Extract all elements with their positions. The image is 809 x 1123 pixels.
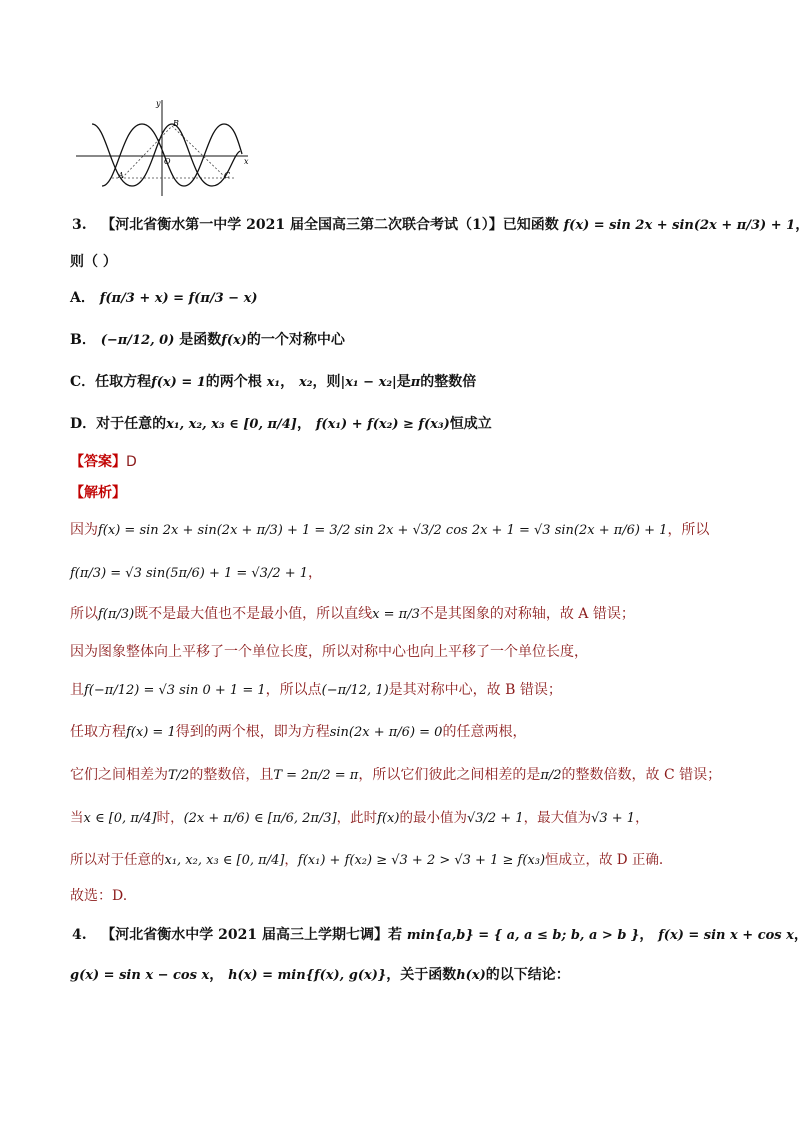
option-b-label: B． xyxy=(70,332,96,348)
option-c-text5: 是 xyxy=(396,374,411,390)
l6-post: 的任意两根， xyxy=(442,724,527,740)
q4-line2-math3: h(x) xyxy=(456,968,486,983)
analysis-line-3 xyxy=(70,604,635,625)
l5-pre: 且 xyxy=(70,682,84,698)
q4-line2-math2: h(x) = min{f(x), g(x)} xyxy=(228,968,387,983)
l1-pre: 因为 xyxy=(70,522,98,538)
answer-line xyxy=(70,452,137,472)
l9-pre: 所以对于任意的 xyxy=(70,852,165,868)
option-d-text3: 恒成立 xyxy=(449,416,492,432)
q4-header xyxy=(72,925,808,946)
l9-math2: f(x₁) + f(x₂) ≥ √3 + 2 > √3 + 1 ≥ f(x₃) xyxy=(297,853,546,868)
analysis-line-10: 故选：D. xyxy=(70,888,128,904)
option-d-text1: 对于任意的 xyxy=(96,416,167,432)
q4-line2-text: ，关于函数 xyxy=(386,967,457,983)
option-b-text2: 的一个对称中心 xyxy=(246,332,345,348)
l8-mid2: ，此时 xyxy=(336,810,378,826)
l7-mid2: ，所以它们彼此之间相差的是 xyxy=(358,767,541,783)
q4-math1: min{a,b} = { a, a ≤ b; b, a > b } xyxy=(406,928,640,943)
option-c-math3: x₂ xyxy=(299,375,313,390)
analysis-line-9 xyxy=(70,850,663,871)
l6-mid: 得到的两个根，即为方程 xyxy=(175,724,330,740)
l9-mid: ， xyxy=(284,852,298,868)
option-c-text6: 的整数倍 xyxy=(420,374,477,390)
l6-math2: sin(2x + π/6) = 0 xyxy=(329,725,443,740)
q3-source: 【河北省衡水第一中学 2021 届全国高三第二次联合考试（1）】已知函数 xyxy=(101,217,559,233)
option-c-text2: 的两个根 xyxy=(205,374,262,390)
option-c-text1: 任取方程 xyxy=(95,374,152,390)
q4-line2-post: 的以下结论： xyxy=(485,967,570,983)
analysis-tag: 【解析】 xyxy=(70,485,126,501)
answer-tag: 【答案】 xyxy=(70,454,126,470)
analysis-line-2 xyxy=(70,563,322,584)
l7-math2: T = 2π/2 = π xyxy=(273,768,359,783)
l8-mid1: 时， xyxy=(156,810,184,826)
l2-post: ， xyxy=(308,565,323,581)
l3-math1: f(π/3) xyxy=(98,607,135,622)
option-c xyxy=(70,372,476,393)
l8-math4: √3/2 + 1 xyxy=(466,811,524,826)
analysis-line-6 xyxy=(70,722,526,743)
option-d-label: D． xyxy=(70,416,97,432)
analysis-line-8 xyxy=(70,808,649,829)
l8-post: ， xyxy=(635,810,649,826)
l3-pre: 所以 xyxy=(70,606,98,622)
l5-math2: (−π/12, 1) xyxy=(321,683,389,698)
l9-post: 恒成立，故 D 正确. xyxy=(545,852,664,868)
option-c-label: C． xyxy=(70,374,96,390)
l2-math: f(π/3) = √3 sin(5π/6) + 1 = √3/2 + 1 xyxy=(70,566,309,581)
option-b-math: (−π/12, 0) xyxy=(100,333,175,348)
l7-post: 的整数倍数，故 C 错误； xyxy=(561,767,722,783)
sine-curve-1 xyxy=(92,124,240,186)
l1-math: f(x) = sin 2x + sin(2x + π/3) + 1 = 3/2 sin 2x + √3/2 cos 2x + 1 = √3 sin(2x + π/6) + 1 xyxy=(98,523,668,538)
option-b-text: 是函数 xyxy=(179,332,222,348)
sine-graph-figure xyxy=(72,96,252,200)
analysis-line-7 xyxy=(70,765,721,786)
option-c-math1: f(x) = 1 xyxy=(151,375,206,390)
l7-pre: 它们之间相差为 xyxy=(70,767,168,783)
label-c: C xyxy=(224,171,231,180)
l3-math2: x = π/3 xyxy=(372,607,420,622)
l5-math: f(−π/12) = √3 sin 0 + 1 = 1 xyxy=(84,683,266,698)
q3-header xyxy=(72,215,809,236)
label-a: A xyxy=(118,171,124,180)
l8-mid3: 的最小值为 xyxy=(399,810,467,826)
l7-mid1: 的整数倍，且 xyxy=(189,767,274,783)
q4-number: 4. xyxy=(72,927,87,943)
l7-math3: π/2 xyxy=(540,768,562,783)
l6-pre: 任取方程 xyxy=(70,724,126,740)
option-d xyxy=(70,414,492,435)
l7-math1: T/2 xyxy=(168,768,190,783)
option-c-math5: π xyxy=(410,375,421,390)
l8-pre: 当 xyxy=(70,810,84,826)
q4-source: 【河北省衡水中学 2021 届高三上学期七调】若 xyxy=(101,927,402,943)
l6-math: f(x) = 1 xyxy=(126,725,176,740)
analysis-tag-line xyxy=(70,483,126,503)
q4-line2-mid: ， xyxy=(209,967,224,983)
l8-math2: (2x + π/6) ∈ [π/6, 2π/3] xyxy=(183,811,337,826)
l8-math1: x ∈ [0, π/4] xyxy=(83,811,157,826)
q3-tail: ， xyxy=(795,217,809,233)
l3-post: 不是其图象的对称轴，故 A 错误； xyxy=(419,606,635,622)
option-c-math4: |x₁ − x₂| xyxy=(340,375,397,390)
q3-number: 3. xyxy=(72,217,87,233)
option-a-math: f(π/3 + x) = f(π/3 − x) xyxy=(99,291,258,306)
option-c-text4: ，则 xyxy=(312,374,341,390)
option-d-text2: ， xyxy=(296,416,311,432)
option-c-math2: x₁ xyxy=(266,375,281,390)
label-x: x xyxy=(244,157,249,166)
option-b xyxy=(70,330,345,351)
l3-mid: 既不是最大值也不是最小值，所以直线 xyxy=(134,606,373,622)
option-d-math2: f(x₁) + f(x₂) ≥ f(x₃) xyxy=(315,417,450,432)
label-b: B xyxy=(173,119,179,128)
answer-value: D xyxy=(126,454,137,470)
l5-mid: ，所以点 xyxy=(265,682,322,698)
option-b-math2: f(x) xyxy=(221,333,247,348)
q4-line2 xyxy=(70,965,570,986)
label-o: O xyxy=(164,157,171,166)
l8-math3: f(x) xyxy=(377,811,400,826)
option-c-text3: ， xyxy=(280,374,295,390)
q4-mid: ， xyxy=(639,927,654,943)
l9-math1: x₁, x₂, x₃ ∈ [0, π/4] xyxy=(164,853,285,868)
l8-math5: √3 + 1 xyxy=(591,811,636,826)
l1-post: ，所以 xyxy=(667,522,710,538)
option-a-label: A． xyxy=(70,290,95,306)
q4-line2-math1: g(x) = sin x − cos x xyxy=(70,968,210,983)
l5-post: 是其对称中心，故 B 错误； xyxy=(388,682,562,698)
option-d-math1: x₁, x₂, x₃ ∈ [0, π/4] xyxy=(166,417,297,432)
analysis-line-1 xyxy=(70,520,709,541)
q4-tail: ， xyxy=(793,927,808,943)
q3-then: 则（ ） xyxy=(70,254,117,270)
option-a xyxy=(70,288,258,309)
q3-function: f(x) = sin 2x + sin(2x + π/3) + 1 xyxy=(563,218,796,233)
q4-math2: f(x) = sin x + cos x xyxy=(658,928,794,943)
analysis-line-5 xyxy=(70,680,562,701)
label-y: y xyxy=(156,99,161,108)
analysis-line-4: 因为图象整体向上平移了一个单位长度，所以对称中心也向上平移了一个单位长度， xyxy=(70,644,588,660)
l8-mid4: ，最大值为 xyxy=(523,810,592,826)
